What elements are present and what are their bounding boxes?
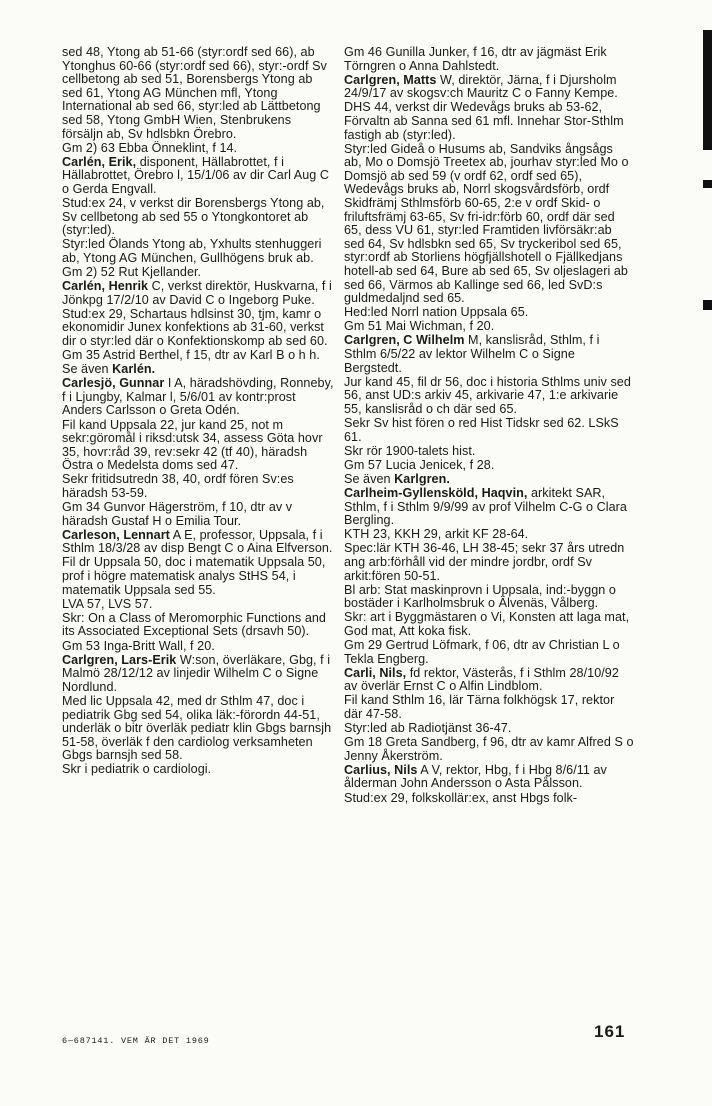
- entry-text: disponent, Hällabrottet, f i Hällabrottet, Örebro l, 15/1/06 av dir Carl Aug C o Gerda Engvall.: [62, 154, 330, 196]
- entry-paragraph: [62, 556, 334, 597]
- left-column: [62, 46, 334, 777]
- entry-text: C, verkst direktör, Huskvarna, f i Jönkpg 17/2/10 av David C o Ingeborg Puke.: [62, 279, 332, 307]
- biography-entry: [62, 529, 334, 556]
- biography-entry: [344, 667, 634, 694]
- entry-text: Sekr fritidsutredn 38, 40, ordf fören Sv:es häradsh 53-59.: [62, 472, 294, 500]
- entry-paragraph: [344, 473, 634, 487]
- entry-paragraph: [62, 197, 334, 238]
- entry-paragraph: [344, 722, 634, 736]
- person-name: Carleson, Lennart: [62, 527, 170, 542]
- entry-paragraph: [62, 308, 334, 349]
- entry-text: A E, professor, Uppsala, f i Sthlm 18/3/28 av disp Bengt C o Aina Elfverson.: [62, 527, 333, 556]
- page-edge-mark: [703, 180, 712, 188]
- entry-text: Gm 53 Inga-Britt Wall, f 20.: [62, 638, 215, 653]
- entry-text: W:son, överläkare, Gbg, f i Malmö 28/12/12 av linjedir Wilhelm C o Signe Nordlund.: [62, 652, 331, 694]
- entry-text: W, direktör, Järna, f i Djursholm 24/9/17 av skogsv:ch Mauritz C o Fanny Kempe.: [344, 72, 618, 101]
- page-edge-mark: [703, 30, 712, 150]
- entry-text: A V, rektor, Hbg, f i Hbg 8/6/11 av ålderman John Andersson o Asta Pålsson.: [344, 762, 607, 791]
- entry-text: I A, häradshövding, Ronneby, f i Ljungby, Kalmar l, 5/6/01 av kontr:prost Anders Carlsson o Greta Odén.: [62, 376, 334, 418]
- entry-paragraph: [344, 792, 634, 806]
- page-number: 161: [594, 1022, 626, 1041]
- entry-text: Styr:led Gideå o Husums ab, Sandviks ångsågs ab, Mo o Domsjö Treetex ab, jourhav styr:led Mo o Domsjö ab sed 59 (v ordf 62, ordf sed 65), Wedevågs bruks ab, Norrl skogsvårdsförb, ordf Skidfrämj Sthlmsförb 60-65, 2:e v ordf Skid- o friluftsfrämj 63-65, Sv fri-idr:förb 60, ordf där sed 65, dess VU 61, styr:led Framtiden livförsäkr:ab sed 64, Sv hdlsbkn sed 65, Sv tryckeribol sed 65, styr:ordf ab Storliens högfjällshotell o Fjällkedjans hotell-ab sed 64, Bure ab sed 65, Sv oljeslageri ab sed 66, Värmos ab Kallinge sed 66, led SvD:s guldmedaljnd sed 65.: [344, 141, 629, 306]
- entry-paragraph: [344, 417, 634, 444]
- right-column: [344, 46, 634, 806]
- entry-text: arkitekt SAR, Sthlm, f i Sthlm 9/9/99 av prof Vilhelm C-G o Clara Bergling.: [344, 486, 627, 528]
- entry-text: Gm 2) 63 Ebba Önneklint, f 14.: [62, 140, 238, 155]
- entry-paragraph: [62, 363, 334, 377]
- entry-paragraph: [62, 763, 334, 777]
- entry-paragraph: [344, 459, 634, 473]
- person-name: Carlén, Erik,: [62, 154, 137, 169]
- person-name: Carlgren, Lars-Erik: [62, 652, 177, 667]
- entry-text: Styr:led Ölands Ytong ab, Yxhults stenhuggeri ab, Ytong AG München, Gullhögens bruk ab.: [62, 237, 322, 265]
- cross-reference-name: Karlén.: [112, 362, 156, 377]
- entry-text: Skr: art i Byggmästaren o Vi, Konsten att laga mat, God mat, Att koka fisk.: [344, 610, 630, 638]
- biography-entry: [344, 334, 634, 375]
- entry-text: Gm 57 Lucia Jenicek, f 28.: [344, 457, 495, 472]
- entry-paragraph: [62, 419, 334, 473]
- entry-paragraph: [344, 320, 634, 334]
- entry-paragraph: [62, 640, 334, 654]
- entry-paragraph: [62, 598, 334, 612]
- biography-entry: [344, 74, 634, 101]
- entry-paragraph: [344, 46, 634, 73]
- entry-paragraph: [62, 238, 334, 265]
- entry-paragraph: [344, 584, 634, 611]
- entry-text: sed 48, Ytong ab 51-66 (styr:ordf sed 66), ab Ytonghus 60-66 (styr:ordf sed 66), styr:-ordf Sv cellbetong ab sed 51, Borensbergs Ytong ab sed 61, Ytong AG München mfl, Ytong International ab sed 66, styr:led ab Lättbetong sed 58, Ytong GmbH Wien, Stenbrukens försäljn ab, Sv hdlsbkn Örebro.: [62, 45, 327, 141]
- biography-entry: [62, 654, 334, 695]
- biography-entry: [62, 280, 334, 307]
- person-name: Carlén, Henrik: [62, 279, 149, 294]
- entry-text: Se även: [62, 362, 113, 377]
- entry-text: Hed:led Norrl nation Uppsala 65.: [344, 305, 529, 320]
- entry-paragraph: [344, 542, 634, 583]
- person-name: Carlius, Nils: [344, 762, 418, 777]
- entry-text: Fil dr Uppsala 50, doc i matematik Uppsala 50, prof i högre matematisk analys StHS 54, i matematik Uppsala sed 55.: [62, 555, 326, 597]
- entry-paragraph: [62, 612, 334, 639]
- entry-paragraph: [344, 143, 634, 306]
- entry-paragraph: [344, 376, 634, 417]
- entry-text: DHS 44, verkst dir Wedevågs bruks ab 53-62, Förvaltn ab Sanna sed 61 mfl. Innehar Stor-Sthlm fastigh ab (styr:led).: [344, 100, 624, 142]
- entry-text: Styr:led ab Radiotjänst 36-47.: [344, 721, 512, 736]
- entry-paragraph: [344, 611, 634, 638]
- entry-text: Skr: On a Class of Meromorphic Functions and its Associated Exceptional Sets (drsavh 50).: [62, 610, 326, 639]
- entry-text: Stud:ex 24, v verkst dir Borensbergs Ytong ab, Sv cellbetong ab sed 55 o Ytongkontoret ab (styr:led).: [62, 196, 325, 238]
- entry-paragraph: [62, 473, 334, 500]
- entry-paragraph: [62, 266, 334, 280]
- person-name: Carlheim-Gyllensköld, Haqvin,: [344, 486, 528, 500]
- entry-text: Gm 2) 52 Rut Kjellander.: [62, 265, 202, 279]
- entry-text: Stud:ex 29, folkskollär:ex, anst Hbgs folk-: [344, 790, 578, 805]
- entry-text: fd rektor, Västerås, f i Sthlm 28/10/92 av överlär Ernst C o Alfin Lindblom.: [344, 665, 619, 694]
- biography-entry: [62, 156, 334, 197]
- entry-paragraph: [344, 694, 634, 721]
- entry-text: Jur kand 45, fil dr 56, doc i historia Sthlms univ sed 56, anst UD:s arkiv 45, arkivarie 47, 1:e arkivarie 55, kanslisråd o ch där sed 65.: [344, 374, 631, 416]
- entry-text: Gm 29 Gertrud Löfmark, f 06, dtr av Christian L o Tekla Engberg.: [344, 638, 620, 666]
- entry-text: M, kanslisråd, Sthlm, f i Sthlm 6/5/22 av lektor Wilhelm C o Signe Bergstedt.: [344, 333, 600, 375]
- entry-text: LVA 57, LVS 57.: [62, 596, 153, 611]
- entry-paragraph: [62, 695, 334, 763]
- entry-paragraph: [344, 306, 634, 320]
- person-name: Carlesjö, Gunnar: [62, 376, 165, 391]
- entry-text: Fil kand Uppsala 22, jur kand 25, not m sekr:göromål i riksd:utsk 34, assess Göta hovr 35, hovr:råd 39, rev:sekr 42 (tf 40), häradsh Östra o Medelsta doms sed 47.: [62, 417, 323, 473]
- entry-paragraph: [344, 736, 634, 763]
- person-name: Carli, Nils,: [344, 665, 407, 680]
- entry-paragraph: [344, 639, 634, 666]
- entry-text: KTH 23, KKH 29, arkit KF 28-64.: [344, 527, 529, 542]
- entry-paragraph: [62, 501, 334, 528]
- entry-text: Gm 46 Gunilla Junker, f 16, dtr av jägmäst Erik Törngren o Anna Dahlstedt.: [344, 45, 607, 73]
- biography-entry: [344, 487, 634, 528]
- entry-text: Sekr Sv hist fören o red Hist Tidskr sed 62. LSkS 61.: [344, 416, 619, 444]
- person-name: Carlgren, C Wilhelm: [344, 333, 465, 348]
- entry-paragraph: [344, 528, 634, 542]
- entry-text: Stud:ex 29, Schartaus hdlsinst 30, tjm, kamr o ekonomidir Junex konfektions ab 31-60, verkst dir o styr:led där o Konfektionskomp ab sed 60.: [62, 306, 328, 348]
- print-code: 6—687141. VEM ÄR DET 1969: [62, 1036, 210, 1046]
- entry-text: Se även: [344, 471, 395, 486]
- biography-entry: [62, 377, 334, 418]
- entry-text: Med lic Uppsala 42, med dr Sthlm 47, doc i pediatrik Gbg sed 54, olika läk:-förordn 44-51, underläk o bitr överläk pediatr klin Gbgs barnsjh 51-58, överläk f den cardiolog verksamheten Gbgs barnsjh sed 58.: [62, 693, 332, 763]
- entry-paragraph: [344, 101, 634, 142]
- entry-text: Gm 18 Greta Sandberg, f 96, dtr av kamr Alfred S o Jenny Åkerström.: [344, 735, 634, 763]
- cross-reference-name: Karlgren.: [394, 471, 450, 486]
- page-edge-mark: [703, 300, 712, 310]
- entry-text: Spec:lär KTH 36-46, LH 38-45; sekr 37 års utredn ang arb:förhåll vid der mindre jordbr, ordf Sv arkit:fören 50-51.: [344, 541, 625, 583]
- entry-text: Gm 51 Mai Wichman, f 20.: [344, 319, 495, 334]
- entry-paragraph: [62, 142, 334, 156]
- entry-text: Skr rör 1900-talets hist.: [344, 443, 476, 458]
- entry-text: Gm 35 Astrid Berthel, f 15, dtr av Karl B o h h.: [62, 348, 320, 363]
- entry-text: Gm 34 Gunvor Hägerström, f 10, dtr av v häradsh Gustaf H o Emilia Tour.: [62, 500, 293, 528]
- entry-paragraph: [344, 445, 634, 459]
- entry-paragraph: [62, 349, 334, 363]
- entry-text: Fil kand Sthlm 16, lär Tärna folkhögsk 17, rektor där 47-58.: [344, 693, 615, 721]
- person-name: Carlgren, Matts: [344, 72, 437, 87]
- biography-entry: [344, 764, 634, 791]
- entry-text: Skr i pediatrik o cardiologi.: [62, 762, 212, 777]
- entry-paragraph: [62, 46, 334, 141]
- entry-text: Bl arb: Stat maskinprovn i Uppsala, ind:-byggn o bostäder i Karlholmsbruk o Älvenäs, Vålberg.: [344, 582, 616, 611]
